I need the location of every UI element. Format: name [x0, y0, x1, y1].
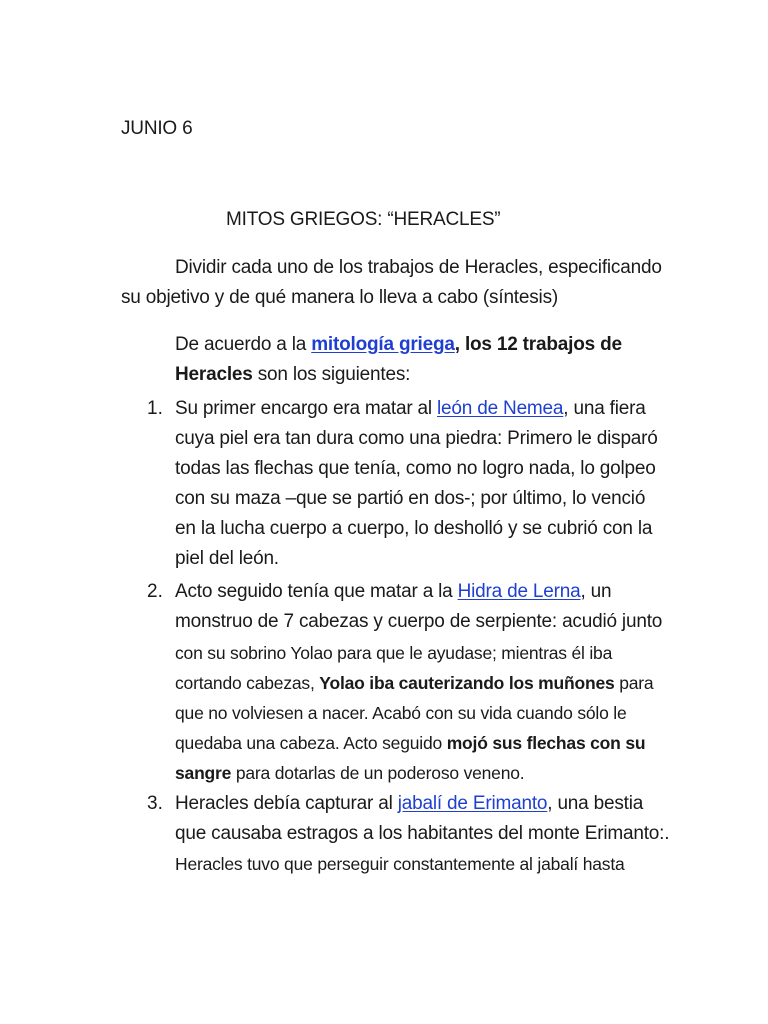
item-2-line-2: monstruo de 7 cabezas y cuerpo de serpiente: acudió junto: [175, 611, 663, 632]
item-2-line-6: [175, 731, 645, 755]
item-2-line-1: [175, 580, 611, 604]
item-1-line-2: cuya piel era tan dura como una piedra: Primero le disparó: [175, 428, 658, 449]
item-1-line-4: con su maza –que se partió en dos-; por último, lo venció: [175, 488, 646, 509]
list-number-2: 2.: [147, 581, 163, 602]
intro-line-1: [175, 333, 622, 357]
item-1-line-1: [175, 397, 646, 421]
intro-bold-1: , los 12 trabajos de: [454, 334, 622, 355]
item-2-line-7: [175, 761, 524, 785]
intro-line-2: [175, 363, 410, 387]
document-title: MITOS GRIEGOS: “HERACLES”: [226, 209, 501, 230]
item-1-line-5: en la lucha cuerpo a cuerpo, lo desholló y se cubrió con la: [175, 518, 653, 539]
item-1-text: , una fiera: [563, 398, 646, 419]
item-1-line-3: todas las flechas que tenía, como no logro nada, lo golpeo: [175, 458, 656, 479]
item-3-line-3: Heracles tuvo que perseguir constantemente al jabalí hasta: [175, 854, 625, 874]
instruction-line-2: su objetivo y de qué manera lo lleva a cabo (síntesis): [121, 287, 558, 308]
item-3-line-1: [175, 792, 643, 816]
jabali-de-erimanto-link[interactable]: jabalí de Erimanto: [397, 793, 548, 814]
item-2-text: , un: [580, 581, 612, 602]
item-1-text: Su primer encargo era matar al: [175, 398, 438, 419]
intro-bold-2: Heracles: [175, 364, 253, 385]
intro-suffix: son los siguientes:: [252, 364, 411, 385]
item-3-line-2: que causaba estragos a los habitantes del monte Erimanto:.: [175, 823, 670, 844]
date-heading: JUNIO 6: [121, 118, 193, 139]
item-2-bold-text: mojó sus flechas con su: [446, 733, 646, 753]
mitologia-griega-link[interactable]: mitología griega: [311, 334, 455, 355]
item-1-line-6: piel del león.: [175, 548, 279, 569]
item-2-bold-text: Yolao iba cauterizando los muñones: [319, 673, 615, 693]
item-2-text: cortando cabezas,: [175, 673, 320, 693]
item-2-text: para: [614, 673, 654, 693]
instruction-line-1: Dividir cada uno de los trabajos de Heracles, especificando: [175, 257, 662, 278]
item-2-text: Acto seguido tenía que matar a la: [175, 581, 458, 602]
item-2-bold-text: sangre: [175, 763, 232, 783]
leon-de-nemea-link[interactable]: león de Nemea: [437, 398, 564, 419]
list-number-1: 1.: [147, 398, 163, 419]
item-3-text: Heracles debía capturar al: [175, 793, 398, 814]
intro-prefix: De acuerdo a la: [175, 334, 312, 355]
list-number-3: 3.: [147, 793, 163, 814]
item-2-text: quedaba una cabeza. Acto seguido: [175, 733, 447, 753]
item-2-line-4: [175, 671, 653, 695]
item-2-text: para dotarlas de un poderoso veneno.: [231, 763, 525, 783]
item-3-text: , una bestia: [547, 793, 644, 814]
hidra-de-lerna-link[interactable]: Hidra de Lerna: [457, 581, 581, 602]
item-2-line-5: que no volviesen a nacer. Acabó con su vida cuando sólo le: [175, 703, 627, 723]
item-2-line-3: con su sobrino Yolao para que le ayudase; mientras él iba: [175, 643, 613, 663]
